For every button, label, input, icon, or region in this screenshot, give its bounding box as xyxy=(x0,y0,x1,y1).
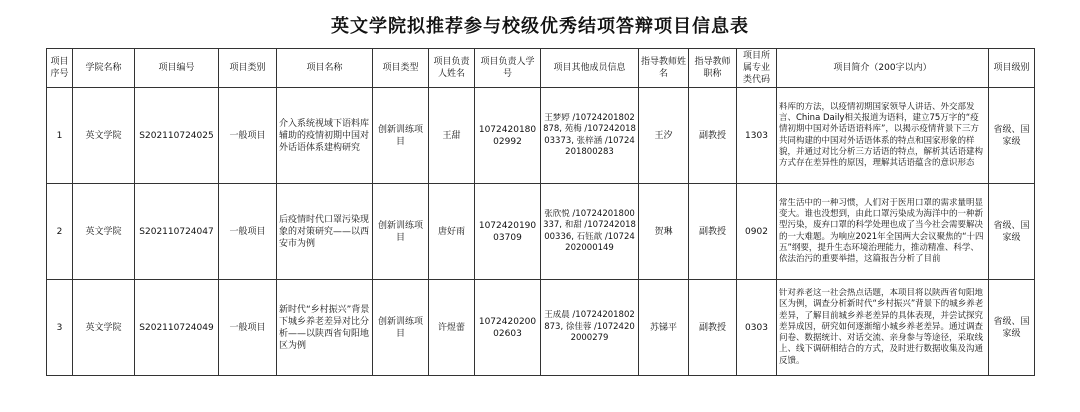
brief-text: 针对养老这一社会热点话题，本项目将以陕西省旬阳地区为例，调查分析新时代“乡村振兴”背景下的城乡养老差异，了解目前城乡养老差异的具体表现，并尝试探究差异成因，研究如何逐渐缩小城乡养老差异。通过调查问卷、数据统计、对话交流、亲身参与等途径，采取线上、线下调研相结合的方式，及时进行数据收集及沟通反馈。 xyxy=(779,288,984,366)
cell-level: 省级、国家级 xyxy=(989,88,1035,184)
members-text: 王成晨 /10724201802873, 徐佳蓉 /10724202000279 xyxy=(544,310,635,344)
cell-leader: 许煜蕾 xyxy=(429,280,475,376)
cell-college: 英文学院 xyxy=(73,88,135,184)
cell-seq: 2 xyxy=(47,184,73,280)
table-row xyxy=(47,184,1035,280)
cell-major-code: 0902 xyxy=(737,184,777,280)
cell-advisor-title: 副教授 xyxy=(689,184,737,280)
cell-advisor: 苏锑平 xyxy=(639,280,689,376)
cell-brief xyxy=(777,280,989,376)
col-header: 项目级别 xyxy=(989,49,1035,88)
col-header: 项目所属专业类代码 xyxy=(737,49,777,88)
page-title: 英文学院拟推荐参与校级优秀结项答辩项目信息表 xyxy=(331,16,749,37)
cell-code: S202110724025 xyxy=(135,88,219,184)
cell-category: 一般项目 xyxy=(219,280,277,376)
cell-major-code: 0303 xyxy=(737,280,777,376)
col-header: 项目序号 xyxy=(47,49,73,88)
members-text: 王梦婷 /10724201802878, 苑梅 /10724201803373, 张梓涵 /10724201800283 xyxy=(543,112,636,157)
cell-code: S202110724047 xyxy=(135,184,219,280)
cell-seq: 3 xyxy=(47,280,73,376)
members-text: 张欣悦 /10724201800337, 和甜 /10724201800336, 石钰歆 /10724202000149 xyxy=(543,208,636,253)
cell-project-name: 介入系统视域下语料库辅助的疫情初期中国对外话语体系建构研究 xyxy=(277,88,373,184)
cell-members xyxy=(541,184,639,280)
brief-text: 料库的方法，以疫情初期国家领导人讲话、外交部发言、China Daily相关报道为语料，建立75万字的“疫情初期中国对外话语语料库”，以揭示疫情背景下三方共同构建的中国对外话语体系的特点和国家形象的样貌，并通过对比分析三方话语的特点，解析其话语建构方式存在差异性的原因，理解其话语蕴含的意识形态 xyxy=(779,101,984,168)
col-header: 项目类型 xyxy=(373,49,429,88)
cell-advisor-title: 副教授 xyxy=(689,280,737,376)
cell-members xyxy=(541,88,639,184)
col-header: 项目编号 xyxy=(135,49,219,88)
col-header: 项目负责人学号 xyxy=(475,49,541,88)
col-header: 项目名称 xyxy=(277,49,373,88)
cell-leader-id: 1072420180 02992 xyxy=(475,88,541,184)
col-header: 学院名称 xyxy=(73,49,135,88)
cell-leader: 王甜 xyxy=(429,88,475,184)
project-info-table xyxy=(46,48,1035,376)
cell-category: 一般项目 xyxy=(219,88,277,184)
cell-advisor: 王汐 xyxy=(639,88,689,184)
col-header: 项目简介（200字以内） xyxy=(777,49,989,88)
cell-code: S202110724049 xyxy=(135,280,219,376)
cell-college: 英文学院 xyxy=(73,184,135,280)
cell-level: 省级、国家级 xyxy=(989,184,1035,280)
col-header: 项目类别 xyxy=(219,49,277,88)
cell-type: 创新训练项目 xyxy=(373,88,429,184)
brief-text: 常生活中的一种习惯，人们对于医用口罩的需求量明显变大。谁也没想到，由此口罩污染成为海洋中的一种新型污染，废弃口罩的科学处理也成了当今社会需要解决的一大难题。为响应2021年全国两大会议聚焦的“十四五”纲要，提升生态环境治理能力，推动精准、科学、依法治污的重要举措，这篇报告分析了目前 xyxy=(779,197,984,264)
cell-brief xyxy=(777,88,989,184)
cell-leader-id: 1072420200 02603 xyxy=(475,280,541,376)
cell-leader-id: 1072420190 03709 xyxy=(475,184,541,280)
cell-advisor: 贺琳 xyxy=(639,184,689,280)
col-header: 指导教师职称 xyxy=(689,49,737,88)
cell-project-name: 后疫情时代口罩污染现象的对策研究——以西安市为例 xyxy=(277,184,373,280)
col-header: 指导教师姓名 xyxy=(639,49,689,88)
cell-type: 创新训练项目 xyxy=(373,184,429,280)
cell-project-name: 新时代“乡村振兴”背景下城乡养老差异对比分析——以陕西省旬阳地区为例 xyxy=(277,280,373,376)
cell-level: 省级、国家级 xyxy=(989,280,1035,376)
cell-major-code: 1303 xyxy=(737,88,777,184)
table-row xyxy=(47,280,1035,376)
cell-seq: 1 xyxy=(47,88,73,184)
cell-members xyxy=(541,280,639,376)
cell-leader: 唐好雨 xyxy=(429,184,475,280)
col-header: 项目其他成员信息 xyxy=(541,49,639,88)
col-header: 项目负责人姓名 xyxy=(429,49,475,88)
cell-advisor-title: 副教授 xyxy=(689,88,737,184)
table-row xyxy=(47,88,1035,184)
cell-type: 创新训练项目 xyxy=(373,280,429,376)
cell-college: 英文学院 xyxy=(73,280,135,376)
cell-category: 一般项目 xyxy=(219,184,277,280)
header-row xyxy=(47,49,1035,88)
cell-brief xyxy=(777,184,989,280)
